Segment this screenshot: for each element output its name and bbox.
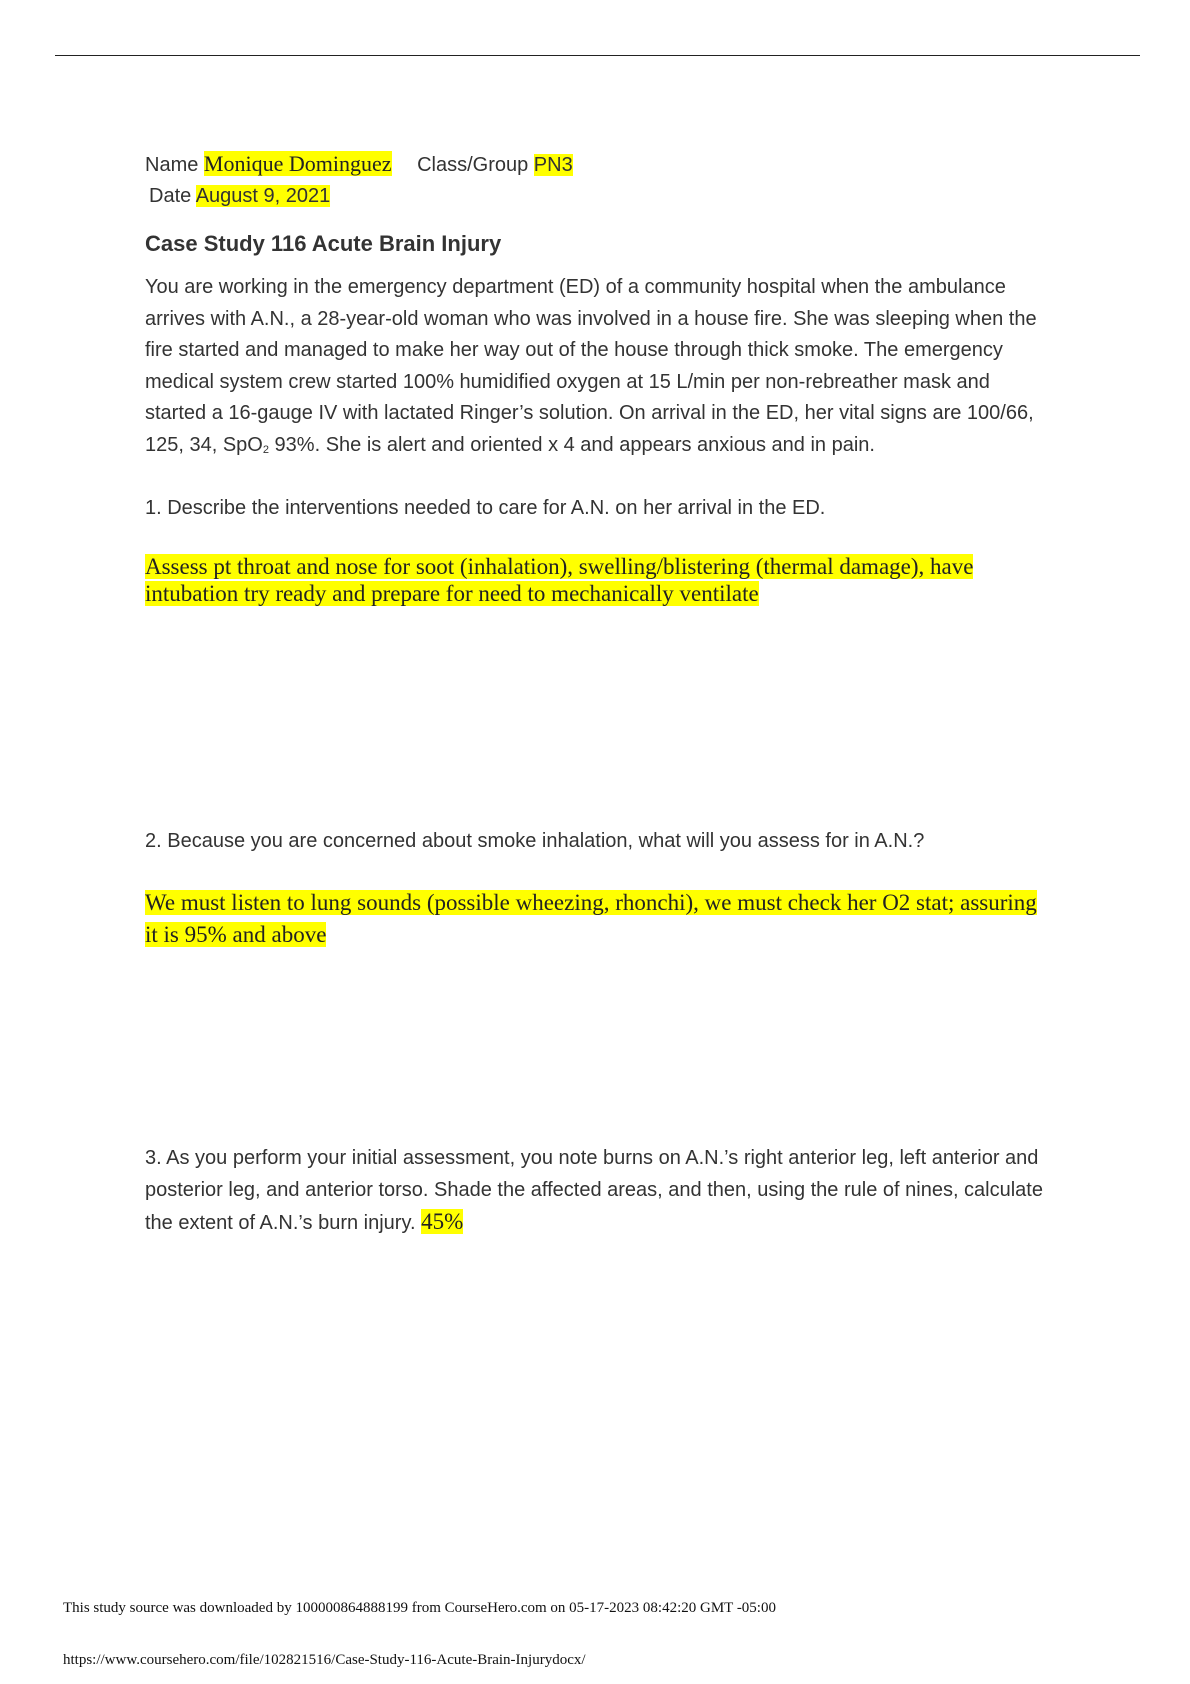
question-1: 1. Describe the interventions needed to care for A.N. on her arrival in the ED.: [145, 497, 826, 519]
question-2: 2. Because you are concerned about smoke inhalation, what will you assess for in A.N.?: [145, 830, 925, 852]
answer-2-text: We must listen to lung sounds (possible wheezing, rhonchi), we must check her O2 stat; assuring it is 95% and above: [145, 890, 1037, 947]
name-label: Name: [145, 154, 199, 176]
scenario-text-part-2: 93%. She is alert and oriented x 4 and appears anxious and in pain.: [269, 433, 875, 456]
top-rule: [55, 55, 1140, 56]
class-value: PN3: [533, 154, 573, 176]
question-3-text: 3. As you perform your initial assessment, you note burns on A.N.’s right anterior leg, left anterior and posterior leg, and anterior torso. Shade the affected areas, and then, using the rule of nines, calculate the extent of A.N.’s burn injury.: [145, 1147, 1043, 1235]
download-note: This study source was downloaded by 100000864888199 from CourseHero.com on 05-17-2023 08:42:20 GMT -05:00: [63, 1600, 776, 1616]
date-value: August 9, 2021: [195, 185, 331, 207]
question-3: [145, 1143, 1065, 1240]
source-url[interactable]: https://www.coursehero.com/file/102821516/Case-Study-116-Acute-Brain-Injurydocx/: [63, 1652, 586, 1668]
case-title: Case Study 116 Acute Brain Injury: [145, 231, 502, 256]
scenario-text-part-1: You are working in the emergency department (ED) of a community hospital when the ambulance arrives with A.N., a 28-year-old woman who was involved in a house fire. She was sleeping when the fire started and managed to make her way out of the house through thick smoke. The emergency medical system crew started 100% humidified oxygen at 15 L/min per non-rebreather mask and started a 16-gauge IV with lactated Ringer’s solution. On arrival in the ED, her vital signs are 100/66, 125, 34, SpO: [145, 276, 1037, 456]
header-name-class-line: [145, 151, 573, 177]
class-label: Class/Group: [417, 154, 529, 176]
answer-2: [145, 887, 1045, 951]
header-date-line: [149, 185, 330, 208]
answer-3: 45%: [421, 1209, 464, 1235]
name-value: Monique Dominguez: [203, 151, 392, 176]
answer-1-text: Assess pt throat and nose for soot (inhalation), swelling/blistering (thermal damage), have intubation try ready and prepare for need to mechanically ventilate: [145, 554, 974, 606]
answer-1: [145, 553, 1045, 607]
case-scenario: [145, 272, 1045, 467]
spo2-subscript: 2: [262, 443, 269, 456]
date-label: Date: [149, 185, 192, 207]
